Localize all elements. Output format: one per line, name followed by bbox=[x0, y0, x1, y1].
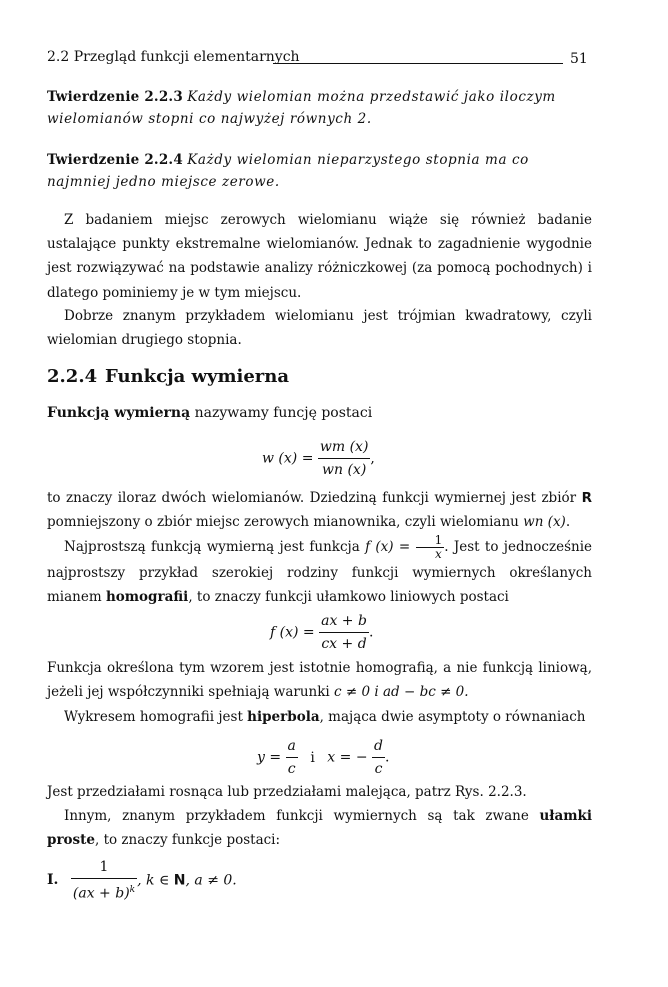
naturals-symbol: N bbox=[173, 872, 186, 889]
text-run: , to znaczy funkcje postaci: bbox=[94, 832, 281, 849]
theorem-label: Twierdzenie 2.2.4 bbox=[47, 152, 183, 168]
conjunction: i bbox=[310, 749, 315, 766]
fraction-numerator: a bbox=[286, 735, 298, 758]
one-over-x bbox=[416, 534, 445, 561]
exponent-k: k bbox=[129, 885, 136, 895]
formula-trail: . bbox=[368, 624, 374, 641]
text-run: , mająca dwie asymptoty o równaniach bbox=[319, 709, 586, 725]
paragraph-simple-fractions bbox=[47, 804, 592, 852]
list-item-I bbox=[47, 856, 237, 905]
theorem-label: Twierdzenie 2.2.3 bbox=[47, 89, 183, 105]
formula-rational-function bbox=[262, 436, 375, 481]
fraction-denominator bbox=[71, 879, 137, 905]
formula-lhs: f (x) = bbox=[270, 624, 315, 641]
fraction-d-over-c bbox=[372, 735, 385, 780]
asymptote-x-lhs: x = − bbox=[327, 749, 368, 766]
page-number: 51 bbox=[570, 51, 588, 67]
paragraph-quadratic: Dobrze znanym przykładem wielomianu jest trójmian kwadratowy, czyli wielomian drugiego stopnia. bbox=[47, 308, 592, 349]
text-run: , to znaczy funkcji ułamkowo liniowych postaci bbox=[188, 589, 509, 606]
theorem-text: Każdy wielomian nieparzystego stopnia ma co najmniej jedno miejsce zerowe. bbox=[47, 152, 529, 190]
term-ulamki-proste: ułamki proste bbox=[47, 808, 592, 849]
text-run: . bbox=[565, 514, 571, 531]
formula-trail: . bbox=[384, 749, 390, 766]
text-run: Wykresem homografii jest bbox=[64, 709, 248, 725]
reals-symbol: R bbox=[581, 490, 592, 506]
formula-trail: , bbox=[370, 450, 375, 467]
fraction-denominator: c bbox=[287, 761, 296, 777]
denominator-base: (ax + b) bbox=[72, 885, 130, 902]
fraction-denominator: wn (x) bbox=[322, 462, 367, 478]
header-rule bbox=[273, 63, 563, 64]
asymptote-y-lhs: y = bbox=[257, 749, 282, 766]
formula-fraction bbox=[318, 436, 371, 481]
fraction-denominator: x bbox=[434, 547, 442, 561]
condition: c ≠ 0 i ad − bc ≠ 0. bbox=[334, 684, 469, 701]
text-run: pomniejszony o zbiór miejsc zerowych mianownika, czyli wielomianu bbox=[47, 514, 524, 531]
text-run: Funkcja określona tym wzorem jest istotnie homografią, a nie funkcją liniową, jeżeli jej współczynniki spełniają warunki bbox=[47, 660, 592, 701]
fraction-numerator: 1 bbox=[416, 534, 445, 548]
defined-term: Funkcją wymierną bbox=[47, 405, 191, 421]
fraction-numerator: d bbox=[372, 735, 385, 758]
term-homografii: homografii bbox=[105, 589, 189, 606]
section-title: Funkcja wymierna bbox=[105, 366, 290, 387]
running-header-title: 2.2 Przegląd funkcji elementarnych bbox=[47, 49, 300, 65]
fraction-numerator: wm (x) bbox=[318, 436, 371, 459]
paragraph-homography bbox=[47, 656, 592, 704]
term-hiperbola: hiperbola bbox=[247, 709, 320, 725]
fraction-a-over-c bbox=[286, 735, 298, 780]
item-rest: , k ∈ bbox=[137, 872, 174, 889]
formula-homography bbox=[270, 610, 373, 655]
f-of-x: f (x) = bbox=[365, 539, 411, 555]
fraction-numerator: 1 bbox=[71, 856, 137, 879]
paragraph-quotient bbox=[47, 486, 592, 534]
denominator-symbol: wn (x) bbox=[523, 514, 566, 531]
paragraph-extrema: Z badaniem miejsc zerowych wielomianu wiąże się również badanie ustalające punkty ekstremalne wielomianów. Jednak to zagadnienie wygodnie jest rozwiązywać na podstawie analizy różniczkowej (za pomocą pochodnych) i dlatego pominiemy je w tym miejscu. bbox=[47, 212, 592, 301]
section-heading bbox=[47, 366, 289, 387]
formula-asymptotes bbox=[257, 735, 389, 780]
item-condition: , a ≠ 0. bbox=[185, 872, 237, 889]
paragraph-graph bbox=[47, 705, 592, 729]
text-run: Najprostszą funkcją wymierną jest funkcja bbox=[64, 539, 366, 555]
fraction-denominator: c bbox=[374, 761, 383, 777]
item-label: I. bbox=[47, 872, 59, 889]
paragraph-monotone: Jest przedziałami rosnąca lub przedziałami malejąca, patrz Rys. 2.2.3. bbox=[47, 784, 527, 800]
fraction-numerator: ax + b bbox=[319, 610, 369, 633]
theorem-2-2-4 bbox=[47, 149, 592, 193]
definition bbox=[47, 402, 372, 424]
text-run: . Jest to jednocześnie najprostszy przykład szerokiej rodziny funkcji wymiernych określanych mianem bbox=[47, 539, 593, 606]
fraction-denominator: cx + d bbox=[321, 636, 367, 652]
formula-fraction bbox=[319, 610, 369, 655]
definition-rest: nazywamy funcję postaci bbox=[190, 405, 373, 421]
theorem-2-2-3 bbox=[47, 86, 592, 130]
text-run: Innym, znanym przykładem funkcji wymiernych są tak zwane bbox=[64, 808, 540, 824]
simple-fraction bbox=[71, 856, 137, 905]
theorem-text: Każdy wielomian można przedstawić jako iloczym wielomianów stopni co najwyżej równych 2. bbox=[47, 89, 556, 127]
text-run: to znaczy iloraz dwóch wielomianów. Dziedziną funkcji wymiernej jest zbiór bbox=[47, 490, 582, 506]
paragraph-simplest bbox=[47, 534, 592, 609]
section-number: 2.2.4 bbox=[47, 366, 98, 387]
formula-lhs: w (x) = bbox=[262, 450, 314, 467]
